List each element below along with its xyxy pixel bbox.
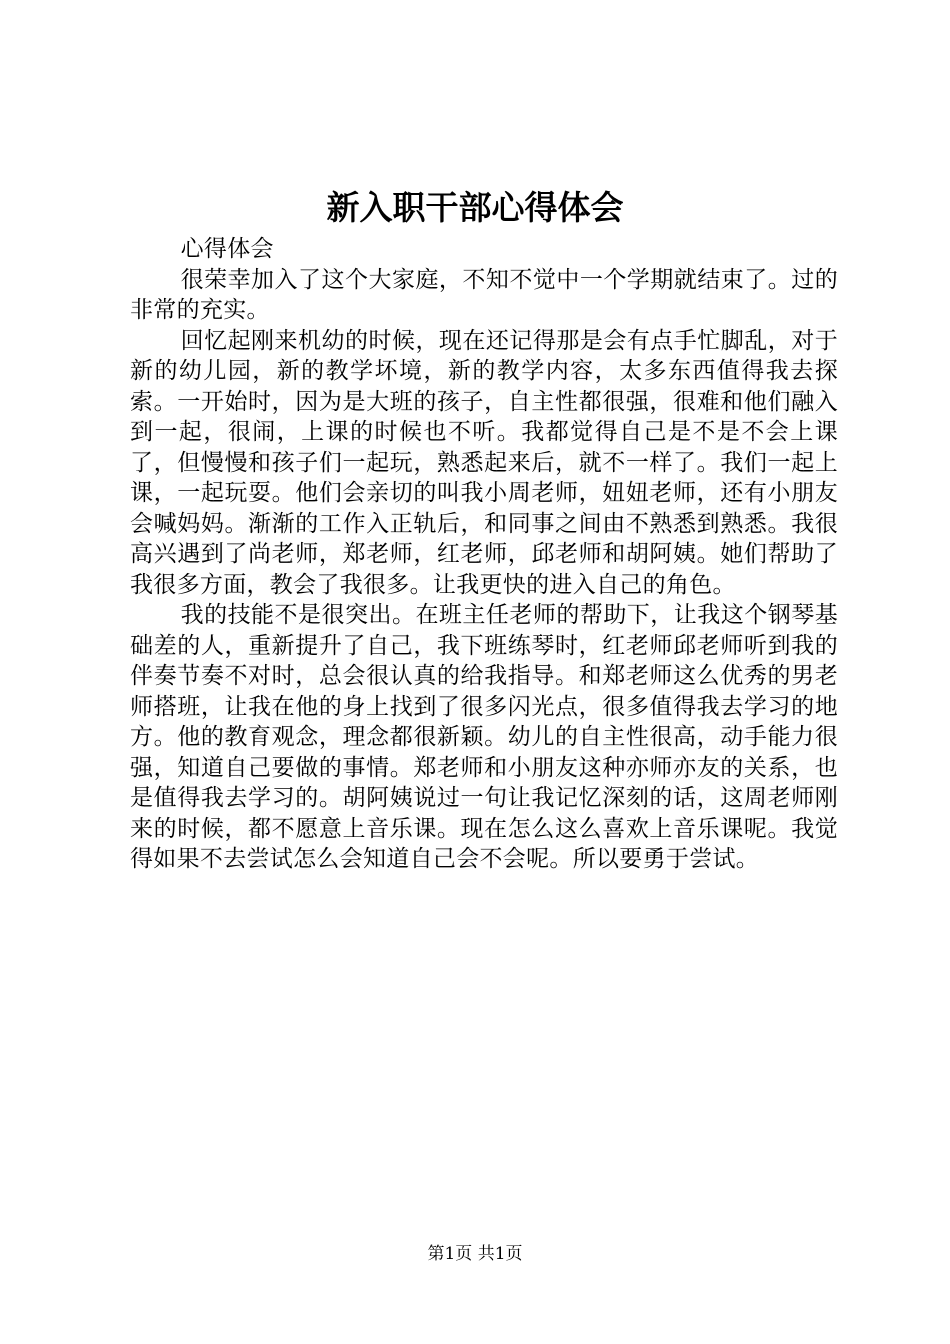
document-body: [130, 234, 838, 875]
paragraph-subheading: 心得体会: [180, 236, 274, 262]
document-title: 新入职干部心得体会: [326, 188, 624, 227]
paragraph-intro: 很荣幸加入了这个大家庭，不知不觉中一个学期就结束了。过的非常的充实。: [130, 266, 838, 323]
paragraph-skills: 我的技能不是很突出。在班主任老师的帮助下，让我这个钢琴基础差的人，重新提升了自己，我下班练琴时，红老师邱老师听到我的伴奏节奏不对时，总会很认真的给我指导。和郑老师这么优秀的男老师搭班，让我在他的身上找到了很多闪光点，很多值得我去学习的地方。他的教育观念，理念都很新颖。幼儿的自主性很高，动手能力很强，知道自己要做的事情。郑老师和小朋友这种亦师亦友的关系，也是值得我去学习的。胡阿姨说过一句让我记忆深刻的话，这周老师刚来的时候，都不愿意上音乐课。现在怎么这么喜欢上音乐课呢。我觉得如果不去尝试怎么会知道自己会不会呢。所以要勇于尝试。: [130, 602, 838, 872]
paragraph-recollection: 回忆起刚来机幼的时候，现在还记得那是会有点手忙脚乱，对于新的幼儿园，新的教学坏境，新的教学内容，太多东西值得我去探索。一开始时，因为是大班的孩子，自主性都很强，很难和他们融入到一起，很闹，上课的时候也不听。我都觉得自己是不是不会上课了，但慢慢和孩子们一起玩，熟悉起来后，就不一样了。我们一起上课，一起玩耍。他们会亲切的叫我小周老师，妞妞老师，还有小朋友会喊妈妈。渐渐的工作入正轨后，和同事之间由不熟悉到熟悉。我很高兴遇到了尚老师，郑老师，红老师，邱老师和胡阿姨。她们帮助了我很多方面，教会了我很多。让我更快的进入自己的角色。: [130, 327, 838, 598]
page-footer: 第1页 共1页: [427, 1244, 523, 1264]
